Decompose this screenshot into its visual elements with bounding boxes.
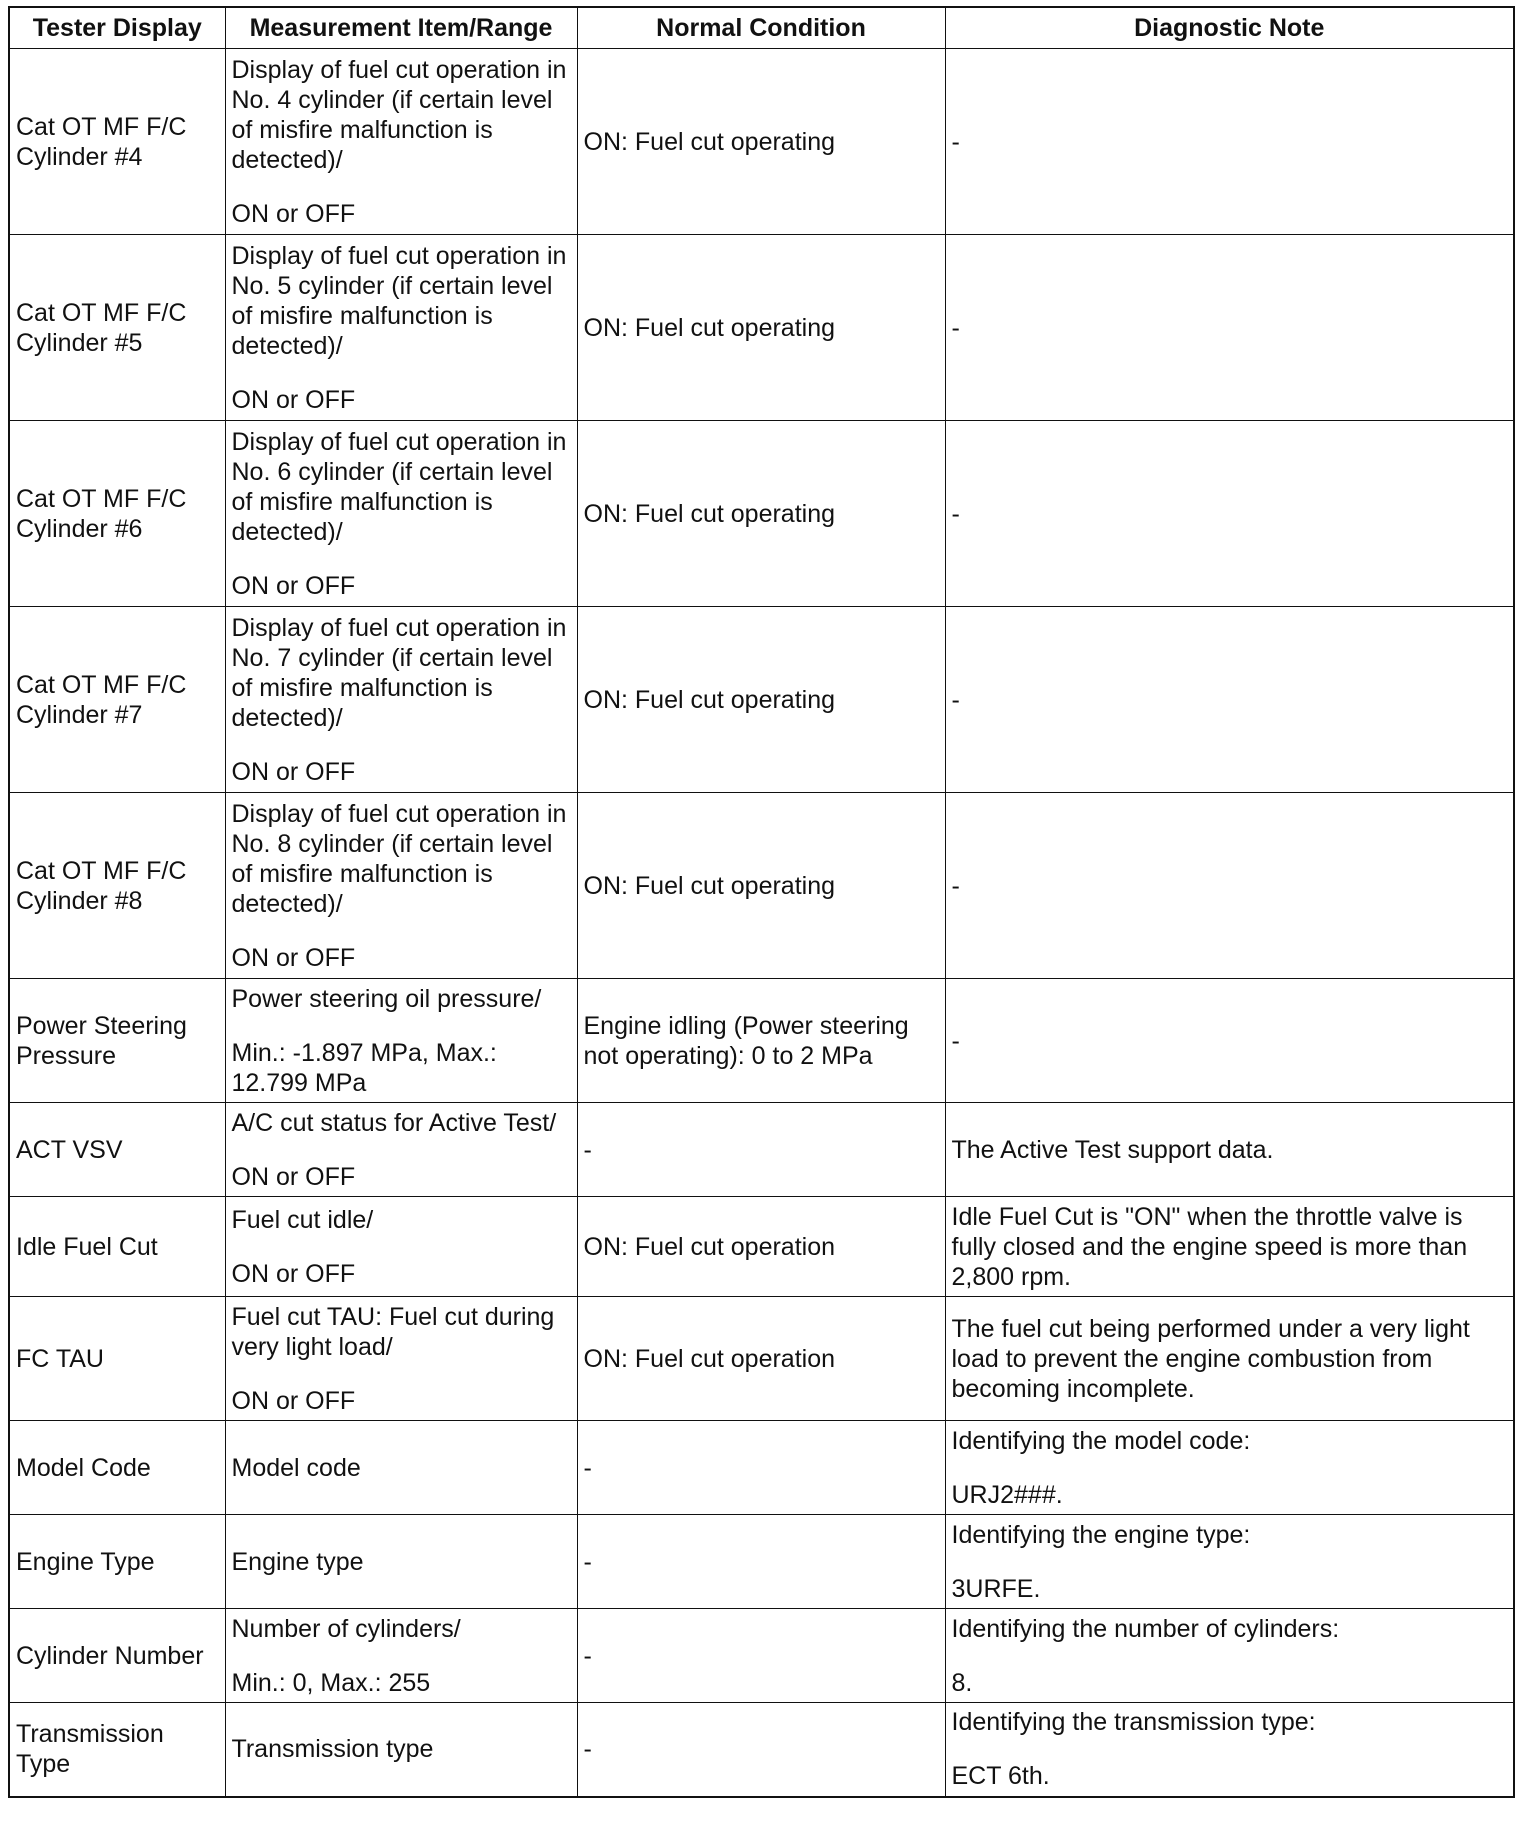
cell-diagnostic-note: The Active Test support data. (945, 1103, 1514, 1197)
cell-normal-condition: - (577, 1421, 945, 1515)
cell-tester-display: Cat OT MF F/C Cylinder #8 (9, 793, 225, 979)
diagnostic-data-table (8, 6, 1515, 1798)
cell-normal-condition: ON: Fuel cut operation (577, 1197, 945, 1297)
table-row (9, 235, 1514, 421)
cell-measurement: Fuel cut idle/ ON or OFF (225, 1197, 577, 1297)
cell-measurement: Engine type (225, 1515, 577, 1609)
cell-tester-display: Cat OT MF F/C Cylinder #4 (9, 49, 225, 235)
cell-diagnostic-note: - (945, 235, 1514, 421)
cell-normal-condition: ON: Fuel cut operating (577, 793, 945, 979)
table-row (9, 1103, 1514, 1197)
cell-tester-display: FC TAU (9, 1297, 225, 1421)
cell-tester-display: Idle Fuel Cut (9, 1197, 225, 1297)
cell-diagnostic-note: Idle Fuel Cut is "ON" when the throttle valve is fully closed and the engine speed is more than 2,800 rpm. (945, 1197, 1514, 1297)
cell-tester-display: ACT VSV (9, 1103, 225, 1197)
cell-normal-condition: ON: Fuel cut operation (577, 1297, 945, 1421)
table-row (9, 49, 1514, 235)
cell-tester-display: Cat OT MF F/C Cylinder #7 (9, 607, 225, 793)
cell-diagnostic-note: - (945, 49, 1514, 235)
cell-diagnostic-note: The fuel cut being performed under a very light load to prevent the engine combustion from becoming incomplete. (945, 1297, 1514, 1421)
cell-normal-condition: - (577, 1703, 945, 1797)
cell-tester-display: Transmission Type (9, 1703, 225, 1797)
table-row (9, 1197, 1514, 1297)
cell-diagnostic-note: Identifying the number of cylinders: 8. (945, 1609, 1514, 1703)
cell-diagnostic-note: Identifying the transmission type: ECT 6th. (945, 1703, 1514, 1797)
cell-tester-display: Power Steering Pressure (9, 979, 225, 1103)
cell-measurement: Display of fuel cut operation in No. 8 cylinder (if certain level of misfire malfunction is detected)/ ON or OFF (225, 793, 577, 979)
cell-measurement: Number of cylinders/ Min.: 0, Max.: 255 (225, 1609, 577, 1703)
cell-tester-display: Cylinder Number (9, 1609, 225, 1703)
cell-normal-condition: ON: Fuel cut operating (577, 49, 945, 235)
cell-measurement: Display of fuel cut operation in No. 4 cylinder (if certain level of misfire malfunction is detected)/ ON or OFF (225, 49, 577, 235)
header-diagnostic-note: Diagnostic Note (945, 7, 1514, 49)
table-row (9, 607, 1514, 793)
cell-normal-condition: - (577, 1103, 945, 1197)
table-row (9, 1703, 1514, 1797)
cell-normal-condition: ON: Fuel cut operating (577, 421, 945, 607)
header-measurement: Measurement Item/Range (225, 7, 577, 49)
cell-tester-display: Cat OT MF F/C Cylinder #6 (9, 421, 225, 607)
cell-normal-condition: - (577, 1515, 945, 1609)
cell-tester-display: Engine Type (9, 1515, 225, 1609)
header-row (9, 7, 1514, 49)
cell-normal-condition: Engine idling (Power steering not operating): 0 to 2 MPa (577, 979, 945, 1103)
table-row (9, 1421, 1514, 1515)
cell-tester-display: Cat OT MF F/C Cylinder #5 (9, 235, 225, 421)
cell-tester-display: Model Code (9, 1421, 225, 1515)
cell-measurement: Display of fuel cut operation in No. 5 cylinder (if certain level of misfire malfunction is detected)/ ON or OFF (225, 235, 577, 421)
table-row (9, 793, 1514, 979)
table-row (9, 1515, 1514, 1609)
cell-measurement: Display of fuel cut operation in No. 6 cylinder (if certain level of misfire malfunction is detected)/ ON or OFF (225, 421, 577, 607)
cell-normal-condition: ON: Fuel cut operating (577, 235, 945, 421)
cell-normal-condition: - (577, 1609, 945, 1703)
cell-measurement: Transmission type (225, 1703, 577, 1797)
cell-diagnostic-note: - (945, 607, 1514, 793)
table-row (9, 421, 1514, 607)
table-row (9, 1297, 1514, 1421)
table-row (9, 1609, 1514, 1703)
header-tester-display: Tester Display (9, 7, 225, 49)
cell-measurement: A/C cut status for Active Test/ ON or OFF (225, 1103, 577, 1197)
cell-measurement: Power steering oil pressure/ Min.: -1.897 MPa, Max.: 12.799 MPa (225, 979, 577, 1103)
cell-normal-condition: ON: Fuel cut operating (577, 607, 945, 793)
cell-measurement: Fuel cut TAU: Fuel cut during very light load/ ON or OFF (225, 1297, 577, 1421)
cell-diagnostic-note: - (945, 793, 1514, 979)
cell-measurement: Display of fuel cut operation in No. 7 cylinder (if certain level of misfire malfunction is detected)/ ON or OFF (225, 607, 577, 793)
cell-diagnostic-note: Identifying the model code: URJ2###. (945, 1421, 1514, 1515)
cell-diagnostic-note: - (945, 979, 1514, 1103)
header-normal-condition: Normal Condition (577, 7, 945, 49)
cell-diagnostic-note: Identifying the engine type: 3URFE. (945, 1515, 1514, 1609)
table-row (9, 979, 1514, 1103)
cell-diagnostic-note: - (945, 421, 1514, 607)
cell-measurement: Model code (225, 1421, 577, 1515)
